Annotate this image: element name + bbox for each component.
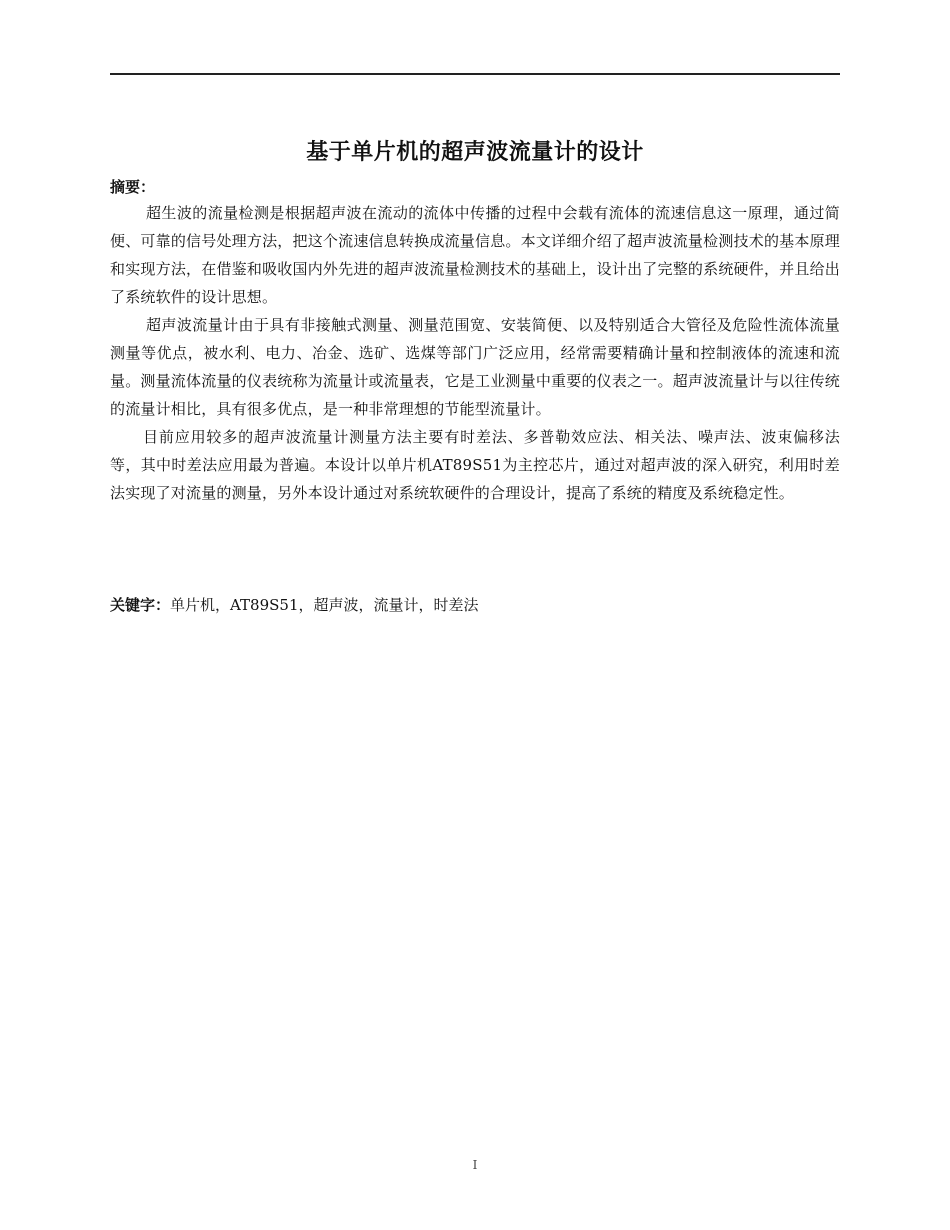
abstract-paragraph-3: 目前应用较多的超声波流量计测量方法主要有时差法、多普勒效应法、相关法、噪声法、波束偏移法等，其中时差法应用最为普遍。本设计以单片机AT89S51为主控芯片，通过对超声波的深入研究，利用时差法实现了对流量的测量，另外本设计通过对系统软硬件的合理设计，提高了系统的精度及系统稳定性。 bbox=[110, 428, 840, 502]
page-number: I bbox=[472, 1158, 478, 1172]
abstract-label: 摘要： bbox=[110, 178, 156, 196]
abstract-body bbox=[110, 199, 840, 507]
header-rule bbox=[110, 73, 840, 75]
keywords-label: 关键字： bbox=[110, 596, 171, 614]
keywords-line bbox=[110, 591, 478, 619]
abstract-paragraph-1: 超生波的流量检测是根据超声波在流动的流体中传播的过程中会载有流体的流速信息这一原理，通过简便、可靠的信号处理方法，把这个流速信息转换成流量信息。本文详细介绍了超声波流量检测技术的基本原理和实现方法，在借鉴和吸收国内外先进的超声波流量检测技术的基础上，设计出了完整的系统硬件，并且给出了系统软件的设计思想。 bbox=[110, 204, 840, 306]
document-title: 基于单片机的超声波流量计的设计 bbox=[306, 140, 644, 165]
keywords-value: 单片机，AT89S51，超声波，流量计，时差法 bbox=[170, 596, 479, 614]
abstract-paragraph-2: 超声波流量计由于具有非接触式测量、测量范围宽、安装简便、以及特别适合大管径及危险性流体流量测量等优点，被水利、电力、冶金、选矿、选煤等部门广泛应用，经常需要精确计量和控制液体的流速和流量。测量流体流量的仪表统称为流量计或流量表，它是工业测量中重要的仪表之一。超声波流量计与以往传统的流量计相比，具有很多优点，是一种非常理想的节能型流量计。 bbox=[110, 316, 840, 418]
